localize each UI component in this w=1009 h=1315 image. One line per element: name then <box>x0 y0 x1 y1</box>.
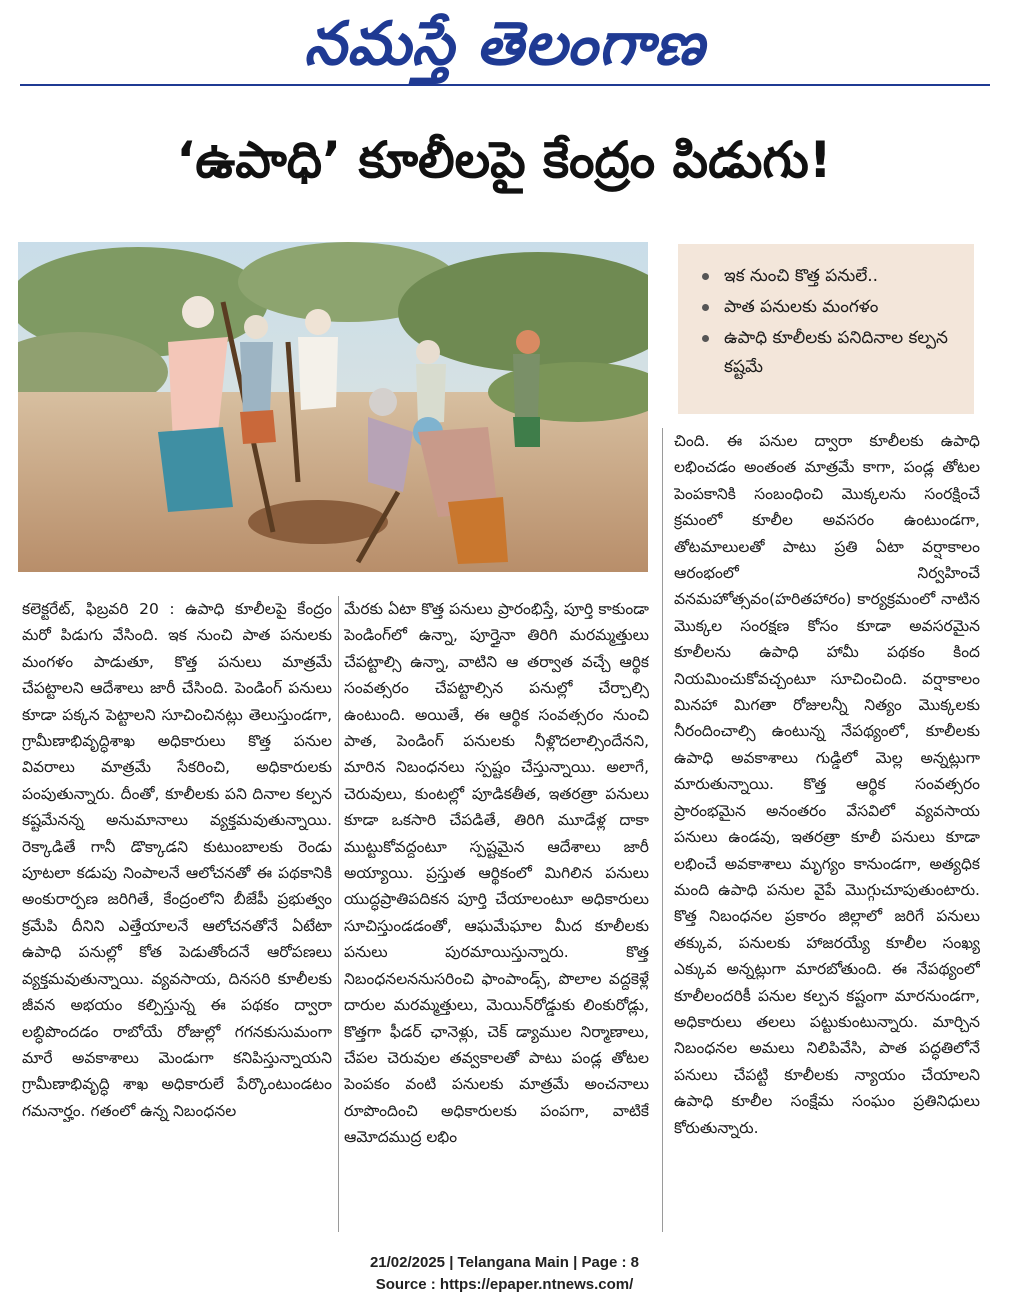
article-column-1: కలెక్టరేట్, ఫిబ్రవరి 20 : ఉపాధి కూలీలపై కేంద్రం మరో పిడుగు వేసింది. ఇక నుంచి పాత పనులకు మంగళం పాడుతూ, కొత్త పనులు మాత్రమే చేపట్టాలని ఆదేశాలు జారీ చేసింది. పెండింగ్ పనులు కూడా పక్కన పెట్టాలని సూచించినట్లు తెలుస్తుండగా, గ్రామీణాభివృద్ధిశాఖ అధికారులు కొత్త పనుల వివరాలు మాత్రమే సేకరించి, అధికారులకు పంపుతున్నారు. దీంతో, కూలీలకు పని దినాల కల్పన కష్టమేనన్న అనుమానాలు వ్యక్తమవుతున్నాయి. రెక్కాడితే గానీ డొక్కాడని కుటుంబాలకు రెండు పూటలా కడుపు నింపాలనే ఆలోచనతో ఈ పథకానికి అంకురార్పణ జరిగితే, కేంద్రంలోని బీజేపీ ప్రభుత్వం క్రమేపి దీనిని ఎత్తేయాలనే ఆలోచనతోనే ఏటేటా ఉపాధి పనుల్లో కోత పెడుతోందనే ఆరోపణలు వ్యక్తమవుతున్నాయి. వ్యవసాయ, దినసరి కూలీలకు జీవన అభయం కల్పిస్తున్న ఈ పథకం ద్వారా లబ్ధిపొందడం రాబోయే రోజుల్లో గగనకుసుమంగా మారే అవకాశాలు మెండుగా కనిపిస్తున్నాయని గ్రామీణాభివృద్ధి శాఖ అధికారులే పేర్కొంటుండటం గమనార్హం. గతంలో ఉన్న నిబంధనల <box>22 600 332 1120</box>
article-photo <box>18 242 648 572</box>
footer-date-edition: 21/02/2025 | Telangana Main | Page : 8 <box>369 1254 640 1271</box>
newspaper-masthead: నమస్తే తెలంగాణ <box>303 9 706 79</box>
article-column-2: మేరకు ఏటా కొత్త పనులు ప్రారంభిస్తే, పూర్తి కాకుండా పెండింగ్‌లో ఉన్నా, పూర్తైనా తిరిగి మరమ్మత్తులు చేపట్టాల్సి ఉన్నా, వాటిని ఆ తర్వాత వచ్చే ఆర్థిక సంవత్సరం చేపట్టాల్సిన పనుల్లో చేర్చాల్సి ఉంటుంది. అయితే, ఈ ఆర్థిక సంవత్సరం నుంచి పాత, పెండింగ్ పనులకు నీళ్లొదలాల్సిందేనని, మారిన నిబంధనలు స్పష్టం చేస్తున్నాయి. అలాగే, చెరువులు, కుంటల్లో పూడికతీత, ఇతరత్రా పనులు కూడా ఒకసారి చేపడితే, తిరిగి మూడేళ్ల దాకా ముట్టుకోవద్దంటూ స్పష్టమైన ఆదేశాలు జారీ అయ్యాయి. ప్రస్తుత ఆర్థికంలో మిగిలిన పనులు యుద్ధప్రాతిపదికన పూర్తి చేయాలంటూ అధికారులు సూచిస్తుండడంతో, ఆఘమేఘాల మీద కూలీలకు పనులు పురమాయిస్తున్నారు. కొత్త నిబంధనలననుసరించి ఫాంపాండ్స్, పొలాల వద్దకెళ్లే దారుల మరమ్మత్తులు, మెయిన్‌రోడ్డుకు లింకురోడ్లు, కొత్తగా ఫీడర్ ఛానెళ్లు, చెక్ డ్యాముల నిర్మాణాలు, చేపల చెరువుల తవ్వకాలతో పాటు పండ్ల తోటల పెంపకం వంటి పనులకు మాత్రమే అంచనాలు రూపొందించి అధికారులకు పంపగా, వాటికే ఆమోదముద్ర లభిం <box>344 600 649 1147</box>
article-headline: ‘ఉపాధి’ కూలీలపై కేంద్రం పిడుగు! <box>176 131 832 189</box>
article-column-3: చింది. ఈ పనుల ద్వారా కూలీలకు ఉపాధి లభించడం అంతంత మాత్రమే కాగా, పండ్ల తోటల పెంపకానికి సంబంధించి మొక్కలను సంరక్షించే క్రమంలో కూలీల అవసరం ఉంటుండగా, తోటమాలులతో పాటు ప్రతి ఏటా వర్షాకాలం ఆరంభంలో నిర్వహించే వనమహోత్సవం(హరితహారం) కార్యక్రమంలో నాటిన మొక్కల సంరక్షణ కోసం కూడా అవసరమైన కూలీలను ఉపాధి హామీ పథకం కింద నియమించుకోవచ్చంటూ సూచించింది. వర్షాకాలం మినహా మిగతా రోజులన్నీ నిత్యం మొక్కలకు నీరందించాల్సి ఉంటున్న నేపథ్యంలో, కూలీలకు ఉపాధి అవకాశాలు గుడ్డిలో మెల్ల అన్నట్లుగా మారుతున్నాయి. కొత్త ఆర్థిక సంవత్సరం ప్రారంభమైన అనంతరం వేసవిలో వ్యవసాయ పనులు ఉండవు, ఇతరత్రా కూలీ పనులు కూడా లభించే అవకాశాలు మృగ్యం కానుండగా, అత్యధిక మంది ఉపాధి పనుల వైపే మొగ్గుచూపుతుంటారు. కొత్త నిబంధనల ప్రకారం జిల్లాలో జరిగే పనులు తక్కువ, పనులకు హాజరయ్యే కూలీల సంఖ్య ఎక్కువ అన్నట్లుగా మారబోతుంది. ఈ నేపథ్యంలో కూలీలందరికీ పనుల కల్పన కష్టంగా మారనుండగా, అధికారులు తలలు పట్టుకుంటున్నారు. మార్చిన నిబంధనల అమలు నిలిపివేసి, పాత పద్ధతిలోనే పనులు చేపట్టి కూలీలకు న్యాయం చేయాలని ఉపాధి కూలీల సంక్షేమ సంఘం ప్రతినిధులు కోరుతున్నారు. <box>674 432 980 1137</box>
workers-digging-photo <box>18 242 648 572</box>
highlights-box <box>678 244 974 414</box>
highlight-item: పాత పనులకు మంగళం <box>696 293 960 322</box>
highlight-item: ఉపాధి కూలీలకు పనిదినాల కల్పన కష్టమే <box>696 324 960 382</box>
column-divider <box>338 596 339 1232</box>
highlight-item: ఇక నుంచి కొత్త పనులే.. <box>696 262 960 291</box>
footer-source: Source : https://epaper.ntnews.com/ <box>375 1276 634 1293</box>
masthead-rule <box>20 84 990 86</box>
column-divider <box>662 428 663 1232</box>
